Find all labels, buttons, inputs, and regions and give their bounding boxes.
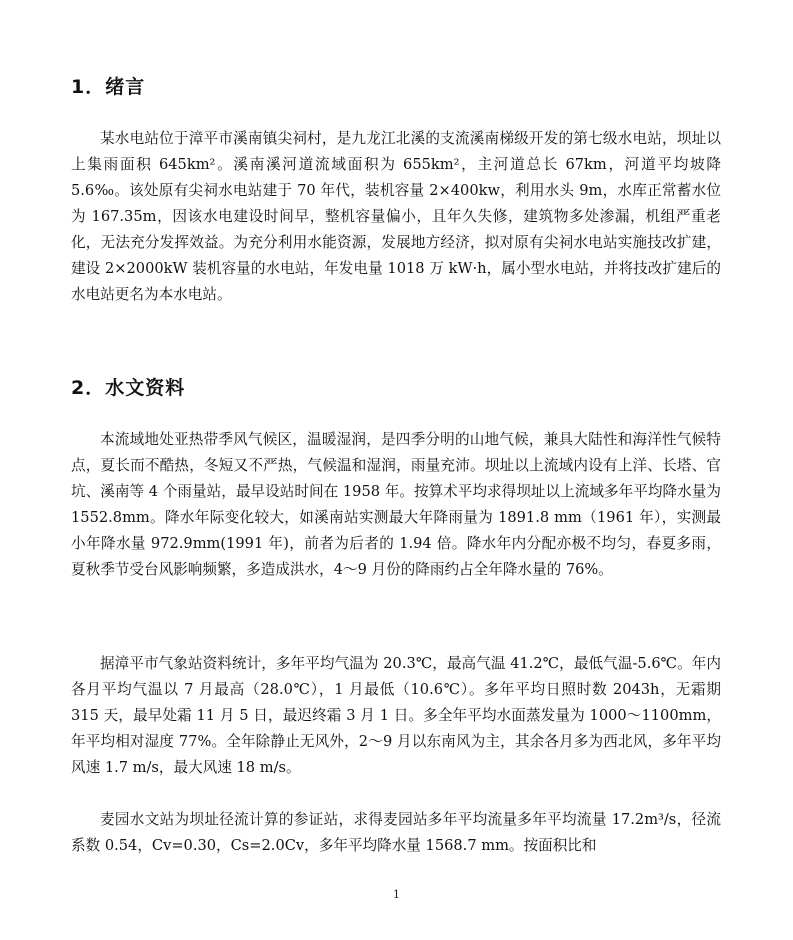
paragraph-hydrology-temperature: 据漳平市气象站资料统计，多年平均气温为 20.3℃，最高气温 41.2℃，最低气温-5.6℃。年内各月平均气温以 7 月最高（28.0℃），1 月最低（10.6℃）。多年平均日照时数 2043h，无霜期 315 天，最早处霜 11 月 5 日，最迟终霜 3 月 1 日。多全年平均水面蒸发量为 1000～1100mm，年平均相对湿度 77%。全年除静止无风外，2～9 月以东南风为主，其余各月多为西北风，多年平均风速 1.7 m/s，最大风速 18 m/s。 (71, 655, 721, 776)
paragraph-introduction: 某水电站位于漳平市溪南镇尖祠村，是九龙江北溪的支流溪南梯级开发的第七级水电站，坝址以上集雨面积 645km²。溪南溪河道流域面积为 655km²，主河道总长 67km，河道平均坡降 5.6‰。该处原有尖祠水电站建于 70 年代，装机容量 2×400kw，利用水头 9m，水库正常蓄水位为 167.35m，因该水电建设时间早，整机容量偏小，且年久失修，建筑物多处渗漏，机组严重老化，无法充分发挥效益。为充分利用水能资源，发展地方经济，拟对原有尖祠水电站实施技改扩建，建设 2×2000kW 装机容量的水电站，年发电量 1018 万 kW·h，属小型水电站，并将技改扩建后的水电站更名为本水电站。 (71, 130, 721, 303)
paragraph-hydrology-runoff: 麦园水文站为坝址径流计算的参证站，求得麦园站多年平均流量多年平均流量 17.2m³/s，径流系数 0.54，Cv=0.30，Cs=2.0Cv，多年平均降水量 1568.7 mm。按面积比和 (71, 811, 721, 854)
section-heading-introduction: 1．绪言 (71, 76, 146, 98)
paragraph-hydrology-climate: 本流域地处亚热带季风气候区，温暖湿润，是四季分明的山地气候，兼具大陆性和海洋性气候特点，夏长而不酷热，冬短又不严热，气候温和湿润，雨量充沛。坝址以上流域内设有上洋、长塔、官坑、溪南等 4 个雨量站，最早设站时间在 1958 年。按算术平均求得坝址以上流域多年平均降水量为 1552.8mm。降水年际变化较大，如溪南站实测最大年降雨量为 1891.8 mm（1961 年），实测最小年降水量 972.9mm(1991 年)，前者为后者的 1.94 倍。降水年内分配亦极不均匀，春夏多雨，夏秋季节受台风影响频繁，多造成洪水，4～9 月份的降雨约占全年降水量的 76%。 (71, 431, 721, 578)
section-heading-hydrology: 2．水文资料 (71, 377, 186, 399)
page-number: 1 (393, 888, 400, 901)
